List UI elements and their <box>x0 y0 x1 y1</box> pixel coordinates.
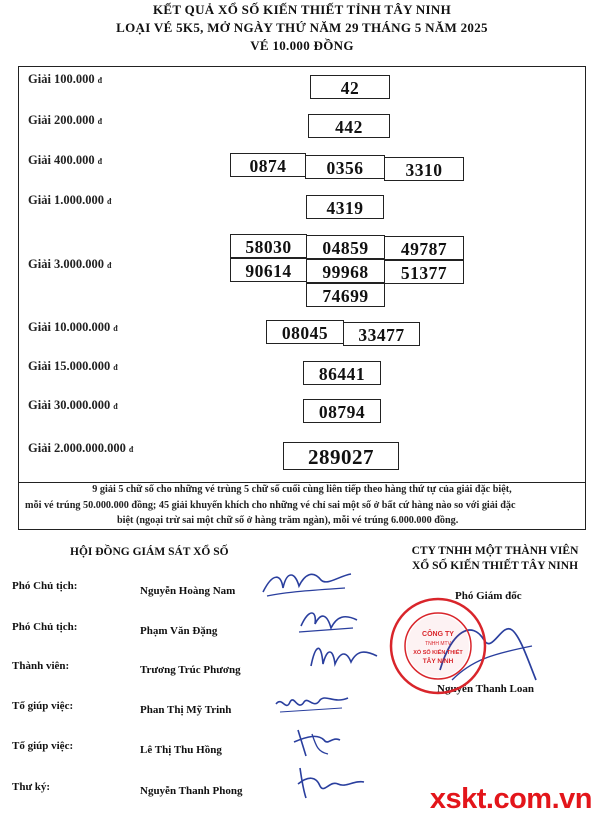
signature-icon <box>272 690 352 718</box>
signature-icon <box>305 636 385 674</box>
prize-number: 08045 <box>266 320 344 344</box>
prize-number: 74699 <box>306 283 385 307</box>
member-role: Phó Chủ tịch: <box>12 580 78 592</box>
prize-number: 0874 <box>230 153 306 177</box>
director-name: Nguyễn Thanh Loan <box>437 683 535 695</box>
member-role: Tổ giúp việc: <box>12 740 74 752</box>
prize-number: 3310 <box>384 157 464 181</box>
svg-text:TNHH MTV: TNHH MTV <box>425 641 451 647</box>
note-line: biệt (ngoại trừ sai một chữ số ở hàng trăm ngàn), mỗi vé trúng 6.000.000 đồng. <box>117 515 459 526</box>
page-subtitle: LOẠI VÉ 5K5, MỞ NGÀY THỨ NĂM 29 THÁNG 5 NĂM 2025 <box>116 20 488 35</box>
director-title: Phó Giám đốc <box>455 590 522 602</box>
member-name: Phan Thị Mỹ Trinh <box>140 704 232 716</box>
member-name: Lê Thị Thu Hồng <box>140 744 222 756</box>
prize-label: Giải 100.000 đ <box>28 72 103 86</box>
svg-text:TÂY NINH: TÂY NINH <box>422 658 454 665</box>
prize-number: 42 <box>310 75 390 99</box>
member-name: Nguyễn Hoàng Nam <box>140 585 236 597</box>
prize-number: 90614 <box>230 258 307 282</box>
member-role: Tổ giúp việc: <box>12 700 74 712</box>
prize-label: Giải 200.000 đ <box>28 113 103 127</box>
prize-number: 49787 <box>384 236 464 260</box>
signature-icon <box>290 762 370 802</box>
member-name: Trương Trúc Phương <box>140 664 241 676</box>
member-name: Nguyễn Thanh Phong <box>140 785 243 797</box>
prize-number: 0356 <box>305 155 385 179</box>
signature-icon <box>288 726 348 760</box>
prize-label: Giải 1.000.000 đ <box>28 193 112 207</box>
prize-label: Giải 400.000 đ <box>28 153 103 167</box>
site-logo[interactable]: xskt.com.vn <box>429 783 592 815</box>
company-name-line1: CTY TNHH MỘT THÀNH VIÊN <box>411 545 579 557</box>
prize-number: 04859 <box>306 235 385 259</box>
prize-label: Giải 3.000.000 đ <box>28 257 112 271</box>
note-line: 9 giải 5 chữ số cho những vé trùng 5 chữ số cuối cùng liên tiếp theo hàng thứ tự của giải đặc biệt, <box>92 484 512 495</box>
prize-number: 4319 <box>306 195 384 219</box>
signature-icon <box>255 566 355 602</box>
prize-number: 99968 <box>306 259 385 283</box>
prize-number: 86441 <box>303 361 381 385</box>
prize-label: Giải 10.000.000 đ <box>28 320 118 334</box>
page-title: KẾT QUẢ XỔ SỐ KIẾN THIẾT TỈNH TÂY NINH <box>153 2 451 17</box>
svg-text:CÔNG TY: CÔNG TY <box>422 631 454 638</box>
member-role: Thành viên: <box>12 660 70 672</box>
signature-icon <box>295 604 365 638</box>
member-role: Thư ký: <box>12 781 51 793</box>
prize-label: Giải 2.000.000.000 đ <box>28 441 134 455</box>
company-stamp <box>386 596 490 696</box>
prize-number: 33477 <box>343 322 420 346</box>
svg-text:XỔ SỐ KIẾN THIẾT: XỔ SỐ KIẾN THIẾT <box>413 650 463 656</box>
prize-note <box>18 482 586 530</box>
member-role: Phó Chủ tịch: <box>12 621 78 633</box>
prize-number: 08794 <box>303 399 381 423</box>
prize-label: Giải 30.000.000 đ <box>28 398 118 412</box>
council-title: HỘI ĐỒNG GIÁM SÁT XỔ SỐ <box>70 546 229 558</box>
company-name-line2: XỔ SỐ KIẾN THIẾT TÂY NINH <box>411 560 579 572</box>
member-name: Phạm Văn Đặng <box>140 625 218 637</box>
ticket-price: VÉ 10.000 ĐỒNG <box>250 38 354 53</box>
special-prize-number: 289027 <box>283 442 399 470</box>
prize-number: 58030 <box>230 234 307 258</box>
prize-label: Giải 15.000.000 đ <box>28 359 118 373</box>
prize-number: 442 <box>308 114 390 138</box>
note-line: mỗi vé trúng 50.000.000 đồng; 45 giải khuyến khích cho những vé chỉ sai một số ở bất cứ hàng nào so với giải đặc <box>25 499 516 511</box>
prize-number: 51377 <box>384 260 464 284</box>
